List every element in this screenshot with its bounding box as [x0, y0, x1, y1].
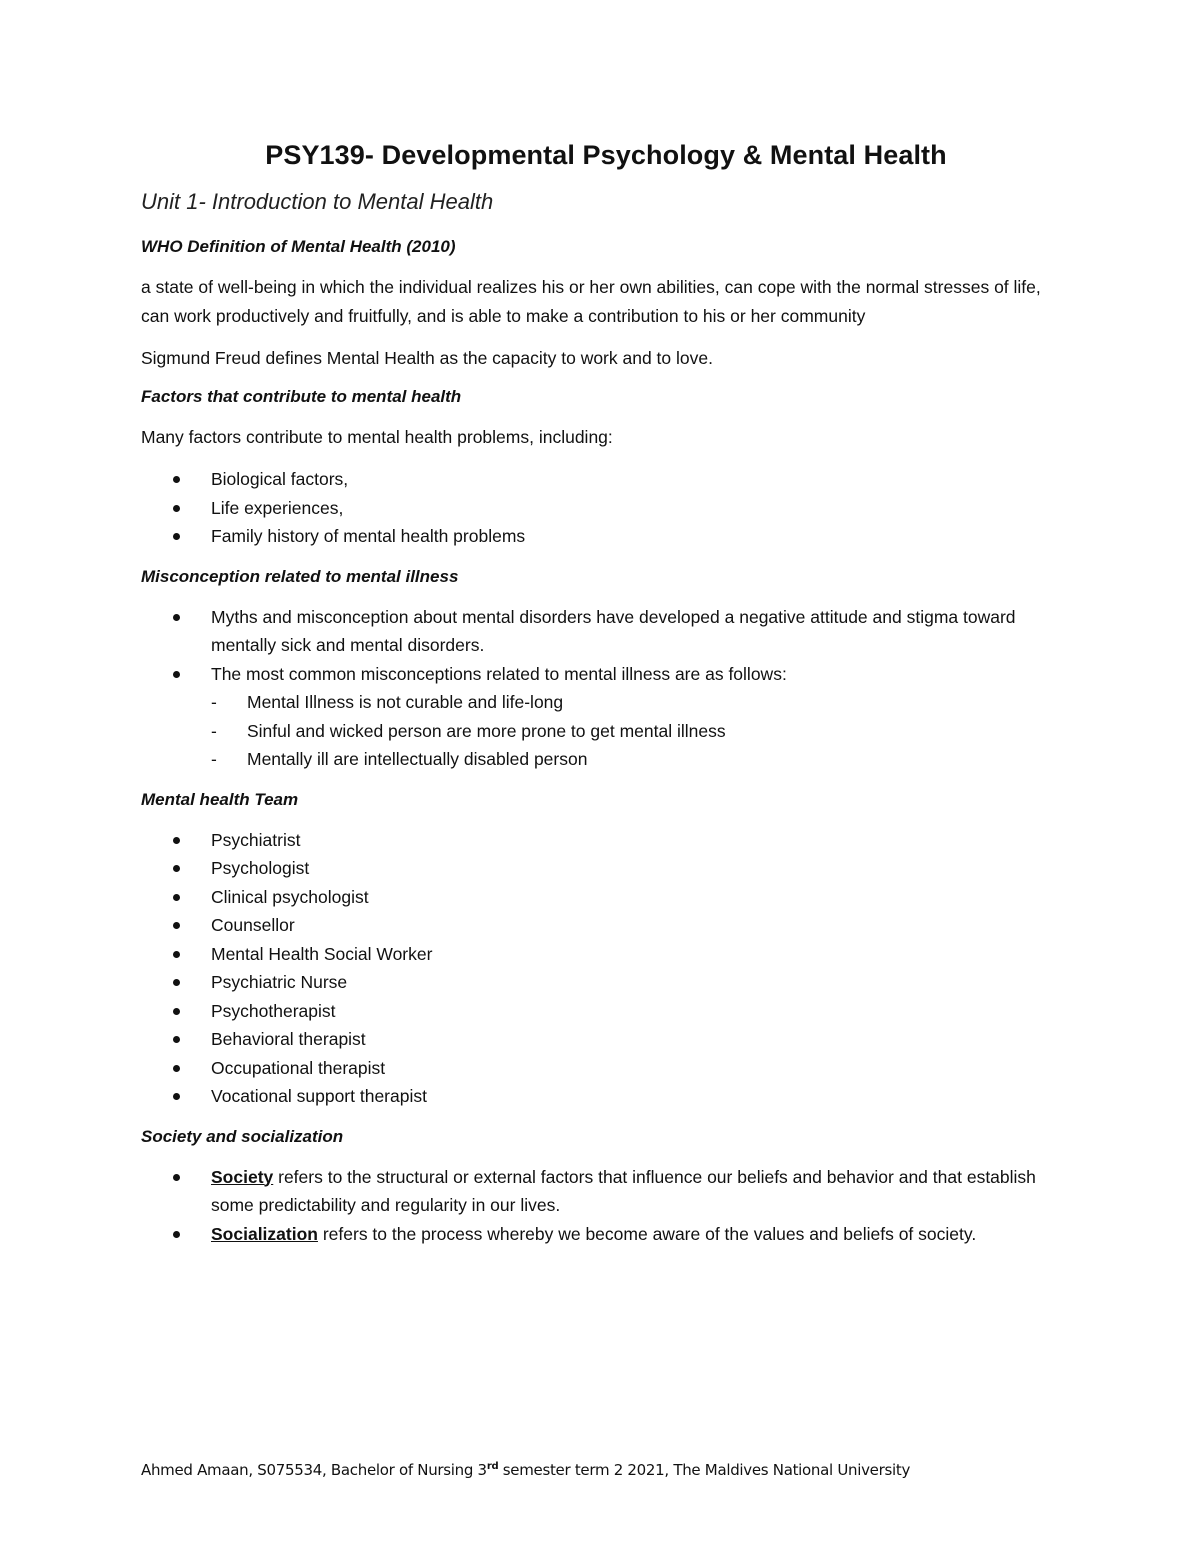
sub-list-item: - Mental Illness is not curable and life-long — [211, 688, 1071, 717]
bullet-icon — [173, 1036, 180, 1043]
list-item: Vocational support therapist — [141, 1082, 1071, 1111]
freud-definition: Sigmund Freud defines Mental Health as the capacity to work and to love. — [141, 348, 713, 368]
document-title: PSY139- Developmental Psychology & Mental Health — [265, 140, 947, 170]
list-item: Mental Health Social Worker — [141, 940, 1071, 969]
bullet-icon — [173, 476, 180, 483]
dash-icon: - — [211, 720, 217, 741]
list-item — [141, 1163, 1071, 1220]
bullet-icon — [173, 894, 180, 901]
list-item: Psychotherapist — [141, 997, 1071, 1026]
team-list — [141, 826, 1071, 1111]
footer-ordinal: rd — [486, 1461, 499, 1472]
bullet-icon — [173, 614, 180, 621]
bullet-icon — [173, 1093, 180, 1100]
list-item: Psychiatrist — [141, 826, 1071, 855]
page-footer: Ahmed Amaan, S075534, Bachelor of Nursing 3rd semester term 2 2021, The Maldives National University — [141, 1461, 911, 1479]
society-list — [141, 1163, 1071, 1249]
bullet-icon — [173, 1065, 180, 1072]
list-item: Occupational therapist — [141, 1054, 1071, 1083]
society-definition: refers to the structural or external factors that influence our beliefs and behavior and that establish some predictability and regularity in our lives. — [211, 1166, 1036, 1215]
bullet-icon — [173, 922, 180, 929]
list-item: Counsellor — [141, 911, 1071, 940]
factors-intro: Many factors contribute to mental health problems, including: — [141, 426, 613, 447]
sub-list-item: - Mentally ill are intellectually disabled person — [211, 745, 1071, 774]
list-item: Life experiences, — [141, 494, 1071, 523]
unit-title: Unit 1- Introduction to Mental Health — [141, 189, 494, 214]
bullet-icon — [173, 1231, 180, 1238]
document-body — [141, 140, 1071, 1264]
socialization-definition: refers to the process whereby we become aware of the values and beliefs of society. — [317, 1223, 977, 1244]
list-item: Clinical psychologist — [141, 883, 1071, 912]
dash-icon: - — [211, 749, 217, 769]
list-item: Myths and misconception about mental disorders have developed a negative attitude and stigma toward mentally sick and mental disorders. — [141, 603, 1071, 660]
bullet-icon — [173, 865, 180, 872]
bullet-icon — [173, 1008, 180, 1015]
who-heading: WHO Definition of Mental Health (2010) — [141, 237, 456, 256]
society-term: Society — [211, 1166, 274, 1187]
team-heading: Mental health Team — [141, 789, 299, 809]
list-item — [141, 1220, 1071, 1249]
bullet-icon — [173, 533, 180, 540]
socialization-term: Socialization — [211, 1223, 318, 1244]
bullet-icon — [173, 671, 180, 678]
list-item: Biological factors, — [141, 465, 1071, 494]
bullet-icon — [173, 505, 180, 512]
list-item: Family history of mental health problems — [141, 522, 1071, 551]
list-item: Psychiatric Nurse — [141, 968, 1071, 997]
list-item: Psychologist — [141, 854, 1071, 883]
misconception-list — [141, 603, 1071, 774]
sub-list-item: - Sinful and wicked person are more prone to get mental illness — [211, 717, 1071, 746]
factors-list — [141, 465, 1071, 551]
society-heading: Society and socialization — [141, 1126, 344, 1146]
bullet-icon — [173, 951, 180, 958]
bullet-icon — [173, 1174, 180, 1181]
list-item: Behavioral therapist — [141, 1025, 1071, 1054]
bullet-icon — [173, 979, 180, 986]
who-definition: a state of well-being in which the individual realizes his or her own abilities, can cope with the normal stresses of life, can work productively and fruitfully, and is able to make a contribution to his or her community — [141, 277, 1041, 326]
misconception-sublist — [211, 688, 1071, 774]
list-item: The most common misconceptions related to mental illness are as follows: - Mental Illness is not curable and life-long - Sinful and wicked person are more prone to get mental illness - Mentally ill are intellectually disabled person — [141, 660, 1071, 774]
bullet-icon — [173, 837, 180, 844]
factors-heading: Factors that contribute to mental health — [141, 386, 462, 406]
dash-icon: - — [211, 692, 217, 712]
misconception-heading: Misconception related to mental illness — [141, 566, 459, 586]
